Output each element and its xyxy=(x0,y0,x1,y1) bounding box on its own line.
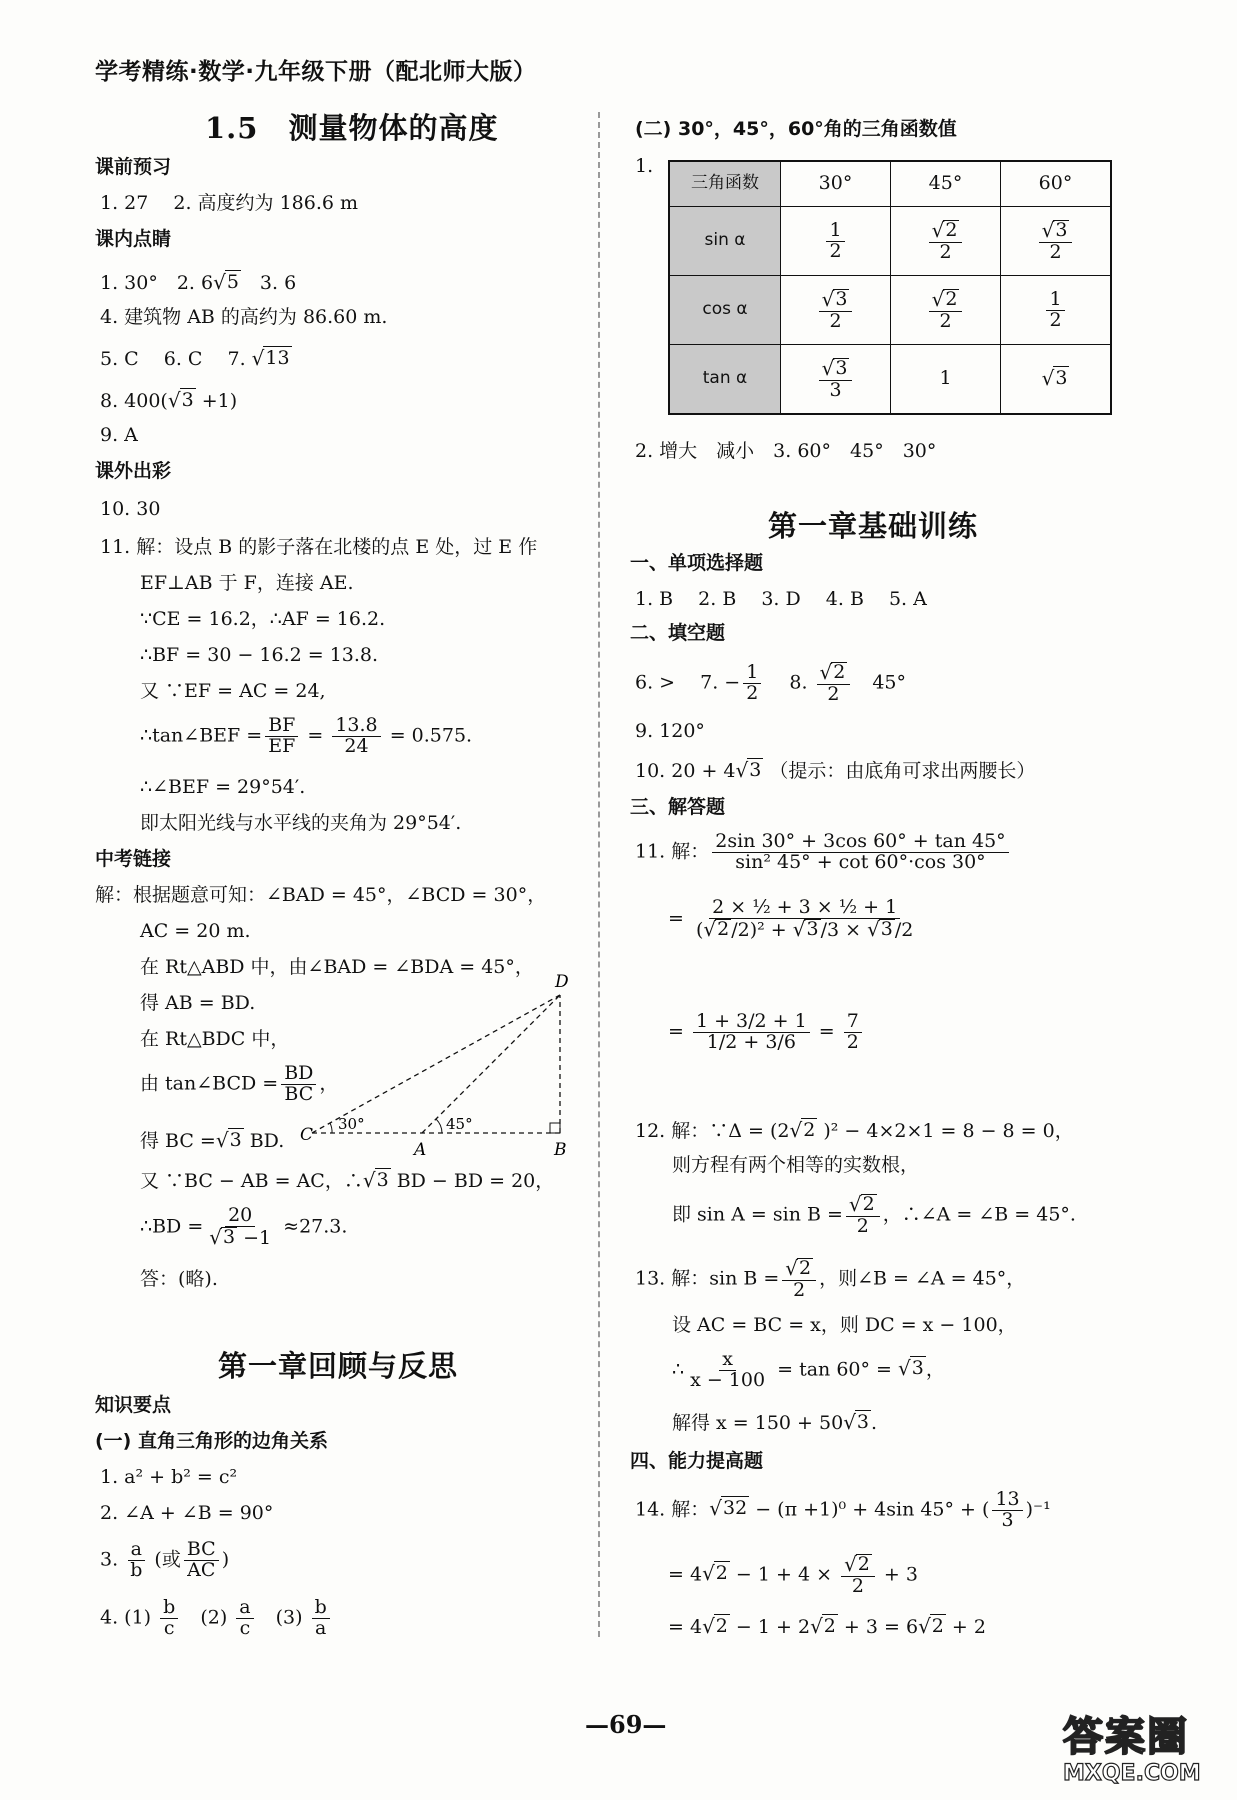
row-header: sin α xyxy=(669,207,781,276)
chapter-review-title: 第一章回顾与反思 xyxy=(218,1349,459,1383)
watermark-url: MXQE.COM xyxy=(1063,1761,1201,1786)
answer-line: 2. 增大 减小 3. 60° 45° 30° xyxy=(635,440,937,462)
col-header: 30° xyxy=(781,161,891,207)
table-cell: $\frac{1}{2}$ xyxy=(1001,276,1112,345)
answer-line: 9. A xyxy=(100,424,138,446)
table-cell: √ 2 2 xyxy=(891,207,1001,276)
col-header: 45° xyxy=(891,161,1001,207)
answer-line: 9. 120° xyxy=(635,720,705,742)
label-45: 45° xyxy=(446,1115,473,1133)
answer-line: ∴BD = 20 √ 3 −1 ≈27.3. xyxy=(140,1204,348,1249)
answer-line: ∴tan∠BEF = $\frac{BF}{EF}$ = $\frac{13.8}{24}$ = 0.575. xyxy=(140,714,473,757)
table-cell: √ 3 xyxy=(1001,345,1112,415)
heading-class: 课内点睛 xyxy=(95,228,172,250)
answer-line: 8. 400( √ 3 +1) xyxy=(100,388,238,412)
chapter-training-title: 第一章基础训练 xyxy=(768,509,979,543)
heading-fill: 二、填空题 xyxy=(630,622,726,644)
angle-arc-45 xyxy=(436,1119,442,1133)
answer-line: 10. 20 + 4 √ 3 （提示：由底角可求出两腰长） xyxy=(635,758,1036,782)
answer-line: 4. (1) $\frac{b}{c}$ (2) $\frac{a}{c}$ (3) $\frac{b}{a}$ xyxy=(100,1598,333,1639)
answer-line: AC = 20 m. xyxy=(140,920,251,942)
answer-line: 11. 解： $\frac{2\sin 30^\circ + 3\cos 60^\circ + \tan 45^\circ}{\text{sin² 45° + cot 60°·cos 30°}}$ xyxy=(635,832,1012,873)
answer-line: ∴ $\frac{x}{x - 100}$ = tan 60° = √ 3 ， xyxy=(672,1348,945,1391)
answer-line: 14. 解： √ 32 − (π +1)⁰ + 4sin 45° + ( $\frac{13}{3}$ )⁻¹ xyxy=(635,1488,1051,1531)
watermark-logo: 答案圈 xyxy=(1063,1714,1189,1760)
label-b: B xyxy=(554,1140,567,1155)
answer-line: 解：根据题意可知：∠BAD = 45°，∠BCD = 30°， xyxy=(95,884,547,906)
angle-arc-30 xyxy=(330,1123,332,1133)
answer-line: = 4 √ 2 − 1 + 2 √ 2 + 3 = 6 √ 2 + 2 xyxy=(668,1614,986,1638)
page-header: 学考精练·数学·九年级下册（配北师大版） xyxy=(95,59,537,85)
geometry-figure xyxy=(300,965,585,1155)
answer-line: 在 Rt△ABD 中，由∠BAD = ∠BDA = 45°， xyxy=(140,956,534,978)
heading-knowledge: 知识要点 xyxy=(95,1394,172,1416)
answer-line: 解得 x = 150 + 50 √ 3 . xyxy=(672,1410,878,1434)
heading-exam: 中考链接 xyxy=(95,848,172,870)
answer-line: ∵CE = 16.2，∴AF = 16.2. xyxy=(140,608,386,630)
line-cd xyxy=(312,995,560,1133)
answer-line: = $\frac{1 + 3/2 + 1}{1/2 + 3/6}$ = $\frac{7}{2}$ xyxy=(668,1012,865,1053)
heading-advanced: 四、能力提高题 xyxy=(630,1450,764,1472)
answer-line: 5. C 6. C 7. √ 13 xyxy=(100,346,290,370)
answer-line: 11. 解：设点 B 的影子落在北楼的点 E 处，过 E 作 xyxy=(100,536,538,558)
answer-line: 则方程有两个相等的实数根， xyxy=(672,1154,920,1176)
answer-line: 2. ∠A + ∠B = 90° xyxy=(100,1502,274,1524)
answer-line: ∴BF = 30 − 16.2 = 13.8. xyxy=(140,644,379,666)
trig-value-table xyxy=(668,160,1112,415)
answer-line: 1. a² + b² = c² xyxy=(100,1466,238,1488)
answer-line: 在 Rt△BDC 中， xyxy=(140,1028,290,1050)
question-number: 1. xyxy=(635,155,654,177)
table-cell: 1 xyxy=(891,345,1001,415)
answer-line: 3. $\frac{a}{b}$ (或 $\frac{BC}{AC}$ ) xyxy=(100,1538,230,1581)
answer-line: 得 AB = BD. xyxy=(140,992,256,1014)
row-header: tan α xyxy=(669,345,781,415)
label-d: D xyxy=(555,972,569,992)
heading-sub1: (一) 直角三角形的边角关系 xyxy=(95,1430,328,1452)
right-angle-mark xyxy=(550,1123,560,1133)
col-header: 60° xyxy=(1001,161,1112,207)
answer-line: 得 BC = √ 3 BD. xyxy=(140,1128,285,1152)
answer-line: 12. 解：∵Δ = (2 √ 2 )² − 4×2×1 = 8 − 8 = 0， xyxy=(635,1118,1074,1142)
answer-line: 由 tan∠BCD = $\frac{BD}{BC}$ ， xyxy=(140,1062,339,1105)
table-cell: $\frac{1}{2}$ xyxy=(781,207,891,276)
label-a: A xyxy=(414,1140,427,1155)
answer-line: 13. 解：sin B = √ 2 2 ，则∠B = ∠A = 45°， xyxy=(635,1256,1026,1301)
answer-line: 答：(略). xyxy=(140,1268,218,1290)
table-cell: √ 3 2 xyxy=(781,276,891,345)
heading-preview: 课前预习 xyxy=(95,156,172,178)
column-divider xyxy=(598,112,600,1637)
answer-line: 6. > 7. − $\frac{1}{2}$ 8. √ 2 2 45° xyxy=(635,660,907,705)
answer-line: 即 sin A = sin B = √ 2 2 ，∴∠A = ∠B = 45°. xyxy=(672,1192,1076,1237)
answer-line: EF⊥AB 于 F，连接 AE. xyxy=(140,572,354,594)
table-cell: √ 2 2 xyxy=(891,276,1001,345)
label-c: C xyxy=(300,1125,314,1145)
table-corner: 三角函数 xyxy=(669,161,781,207)
answer-line: 1. 30° 2. 6 √ 5 3. 6 xyxy=(100,270,297,294)
row-header: cos α xyxy=(669,276,781,345)
answer-line: ∴∠BEF = 29°54′. xyxy=(140,776,306,798)
answer-line: = 4 √ 2 − 1 + 4 × √ 2 2 + 3 xyxy=(668,1552,918,1597)
heading-extra: 课外出彩 xyxy=(95,460,172,482)
answer-line: 设 AC = BC = x，则 DC = x − 100， xyxy=(672,1314,1017,1336)
heading-sub2: (二) 30°，45°，60°角的三角函数值 xyxy=(635,118,957,140)
answer-line: 又 ∵EF = AC = 24, xyxy=(140,680,326,702)
label-30: 30° xyxy=(338,1115,365,1133)
answer-line: 10. 30 xyxy=(100,498,161,520)
table-cell: √ 3 2 xyxy=(1001,207,1112,276)
answer-line: 即太阳光线与水平线的夹角为 29°54′. xyxy=(140,812,462,834)
answer-line: 又 ∵BC − AB = AC，∴ √ 3 BD − BD = 20， xyxy=(140,1168,555,1192)
answer-line: 4. 建筑物 AB 的高约为 86.60 m. xyxy=(100,306,388,328)
table-cell: √ 3 3 xyxy=(781,345,891,415)
page-number: —69— xyxy=(585,1710,667,1739)
answer-line: 1. 27 2. 高度约为 186.6 m xyxy=(100,192,359,214)
heading-choice: 一、单项选择题 xyxy=(630,552,764,574)
line-ad xyxy=(422,995,560,1133)
heading-solve: 三、解答题 xyxy=(630,796,726,818)
section-title: 1.5 测量物体的高度 xyxy=(205,111,499,145)
answer-line: 1. B 2. B 3. D 4. B 5. A xyxy=(635,588,927,610)
answer-line: = 2 × ½ + 3 × ½ + 1 ( √ 2 /2)² + √ 3 /3 × √ 3 /2 xyxy=(668,896,914,941)
